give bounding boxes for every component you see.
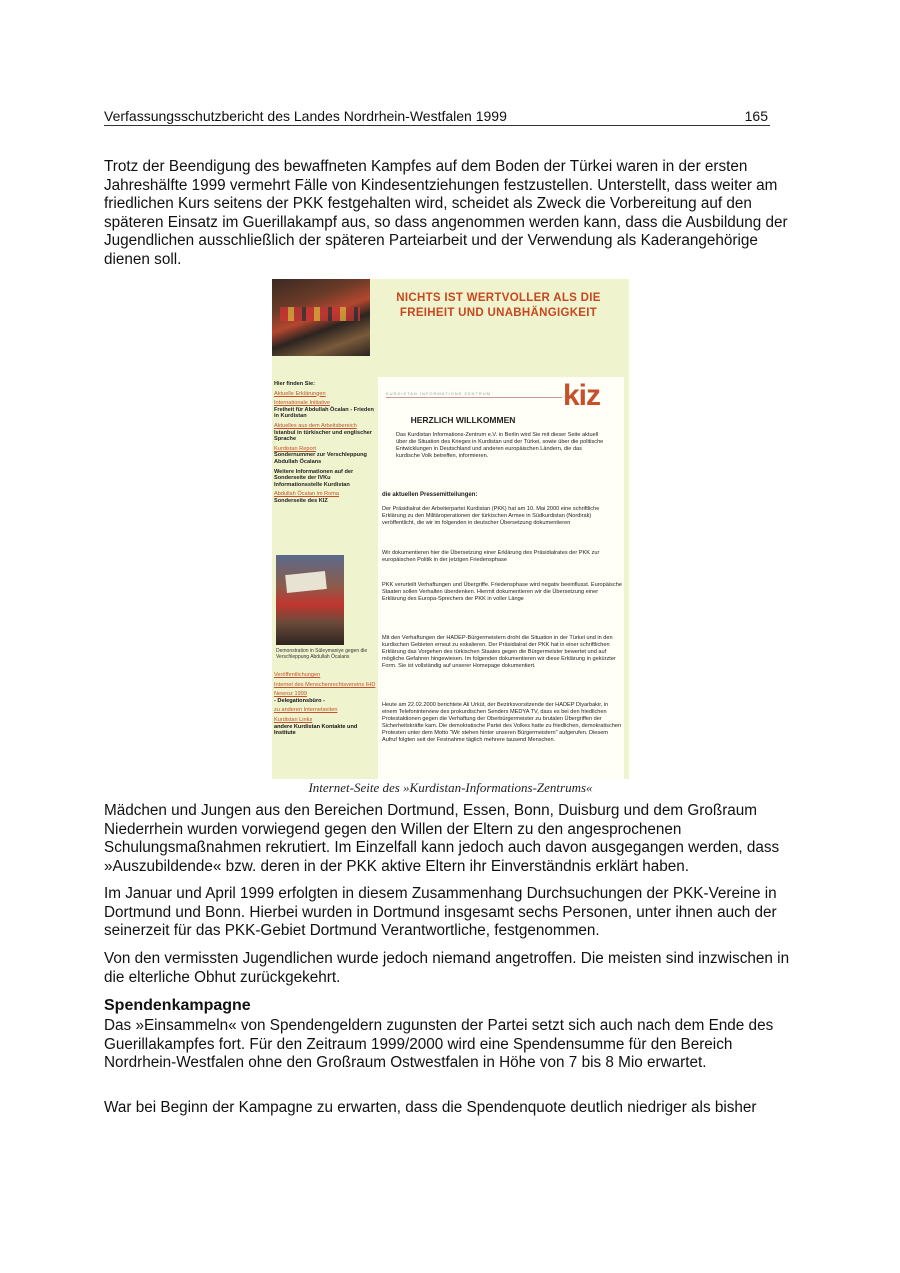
sidebar-navigation-lower bbox=[274, 669, 376, 737]
press-release: PKK verurteilt Verhaftungen und Übergriffe. Friedensphase wird negativ beeinflusst. Europäische Staaten sollen Verhalten überdenken. Hiermit dokumentieren wir die Übersetzung einer Erklärung des Europa-Sprechers der PKK in voller Länge bbox=[382, 582, 622, 602]
paragraph-1: Trotz der Beendigung des bewaffneten Kampfes auf dem Boden der Türkei waren in der ersten Jahreshälfte 1999 vermehrt Fälle von Kindesentziehungen festzustellen. Unterstellt, dass weiter am friedlichen Kurs seitens der PKK festgehalten wird, scheidet als Zweck die Vorbereitung auf den späteren Einsatz im Guerillakampf aus, so dass angenommen werden kann, dass die Ausbildung der Jugendlichen ausschließlich der späteren Parteiarbeit und der Verwendung als Kaderangehörige dienen soll. bbox=[104, 158, 788, 268]
sidebar-heading: Hier finden Sie: bbox=[274, 381, 316, 387]
kiz-logo: kiz bbox=[563, 379, 601, 412]
sidebar-navigation bbox=[274, 381, 376, 505]
section-heading: Spendenkampagne bbox=[104, 997, 251, 1014]
paragraph-6: War bei Beginn der Kampagne zu erwarten, dass die Spendenquote deutlich niedriger als bisher bbox=[104, 1099, 757, 1116]
sidebar-link: Kurdistan Report bbox=[274, 445, 316, 452]
sidebar-subtext: Istanbul in türkischer und englischer Sprache bbox=[274, 429, 372, 443]
banner-title: NICHTS IST WERTVOLLER ALS DIE FREIHEIT UND UNABHÄNGIGKEIT bbox=[396, 292, 601, 319]
sidebar-link: Kurdistan Links bbox=[274, 716, 313, 723]
website-screenshot-figure bbox=[272, 279, 629, 779]
sidebar-subtext: Sondernummer zur Verschleppung Abdullah Öcalans bbox=[274, 452, 367, 465]
website-main-column bbox=[378, 377, 624, 779]
intro-text: Das Kurdistan Informations-Zentrum e.V. in Berlin wird Sie mit dieser Seite aktuell über die Situation des Krieges in Kurdistan und der Türkei, sowie über die politische Entwicklungen in Deutschland und anderen europäischen Ländern, die das kurdische Volk betreffen, informieren. bbox=[396, 432, 604, 459]
figure-caption: Internet-Seite des »Kurdistan-Informations-Zentrums« bbox=[308, 780, 593, 795]
document-title: Verfassungsschutzbericht des Landes Nordrhein-Westfalen 1999 bbox=[104, 108, 507, 124]
paragraph-4: Von den vermissten Jugendlichen wurde jedoch niemand angetroffen. Die meisten sind inzwischen in die elterliche Obhut zurückgekehrt. bbox=[104, 950, 790, 986]
sidebar-link: Newroz 1999 bbox=[274, 691, 307, 698]
demonstration-photo bbox=[276, 555, 344, 645]
sidebar-link: Aktuelle Erklärungen bbox=[274, 390, 326, 397]
sidebar-link: Internationale Initiative bbox=[274, 400, 330, 407]
crowd-photo bbox=[272, 279, 370, 356]
sidebar-subtext: Sonderseite des KIZ bbox=[274, 497, 328, 504]
press-release: Der Präsidialrat der Arbeiterpartei Kurdistan (PKK) hat am 10. Mai 2000 eine schriftliche Erklärung zu den Militäroperationen der türkischen Armee in Südkurdistan (Nordirak) veröffentlicht, die wir im folgenden in deutscher Übersetzung dokumentieren bbox=[382, 506, 600, 526]
sidebar-link: Veröffentlichungen bbox=[274, 672, 321, 678]
sidebar-link: Aktuelles aus dem Arbeitsbereich bbox=[274, 422, 357, 429]
press-release: Wir dokumentieren hier die Übersetzung einer Erklärung des Präsidialrates der PKK zur europäischen Politik in der jetzigen Friedensphase bbox=[382, 550, 600, 563]
press-release: Heute am 22.02.2000 berichtete Ali Urküt, der Bezirksvorsitzende der HADEP Diyarbakir, in einem Telefoninterview des prokurdischen Senders MEDYA TV, dass es bei den friedlichen Protestaktionen gegen die Verhaftung der Oberbürgermeister zu brutalen Übergriffen der Sicherheitskräfte kam. Die demokratische Partei des Volkes hatte zu friedlichen, demokratischen Protesten unter dem Motto "Wir stehen hinter unseren Bürgermeistern" aufgerufen. Diesem Aufruf folgten seit der Festnahme täglich mehrere tausend Menschen. bbox=[382, 702, 622, 743]
sidebar-link: zu anderen Internetseiten bbox=[274, 707, 338, 714]
press-releases-heading: die aktuellen Pressemitteilungen: bbox=[382, 492, 478, 498]
press-release: Mit den Verhaftungen der HADEP-Bürgermeistern droht die Situation in der Türkei und in den kurdischen Gebieten erneut zu eskalieren. Der Präsidialrat der PKK hat in einer schriftlichen Erklärung das Vorgehen des türkischen Staates gegen die Bürgermeister bewertet und auf mögliche Gefahren hingewiesen. Im folgenden dokumentieren wir diese Erklärung in gekürzter Form. Sie ist vollständig auf unserer Homepage dokumentiert. bbox=[382, 635, 616, 669]
sidebar-subtext: - Delegationsbüro - bbox=[274, 697, 325, 704]
page-number: 165 bbox=[744, 108, 768, 124]
sidebar-link: Internet des Menschenrechtsvereins IHD bbox=[274, 681, 376, 688]
paragraph-2: Mädchen und Jungen aus den Bereichen Dortmund, Essen, Bonn, Duisburg und dem Großraum Niederrhein wurden vorwiegend gegen den Willen der Eltern zu den angesprochenen Schulungsmaßnahmen rekrutiert. Im Einzelfall kann jedoch auch davon ausgegangen werden, dass »Auszubildende« bzw. deren in der PKK aktive Eltern ihr Einverständnis erklärt haben. bbox=[104, 802, 780, 875]
sidebar-subtext: Freiheit für Abdullah Öcalan - Frieden in Kurdistan bbox=[274, 406, 374, 420]
running-header bbox=[104, 107, 770, 126]
sidebar-subtext: andere Kurdistan Kontakte und Institute bbox=[274, 723, 358, 737]
paragraph-3: Im Januar und April 1999 erfolgten in diesem Zusammenhang Durchsuchungen der PKK-Vereine in Dortmund und Bonn. Hierbei wurden in Dortmund insgesamt sechs Personen, unter ihnen auch der seinerzeit für das PKK-Gebiet Dortmund Verantwortliche, festgenommen. bbox=[104, 885, 777, 939]
paragraph-5: Das »Einsammeln« von Spendengeldern zugunsten der Partei setzt sich auch nach dem Ende des Guerillakampfes fort. Für den Zeitraum 1999/2000 wird eine Spendensumme für den Bereich Nordrhein-Westfalen ohne den Großraum Ostwestfalen in Höhe von 7 bis 8 Mio erwartet. bbox=[104, 1017, 774, 1071]
sidebar-link: Abdullah Öcalan im Roma bbox=[274, 491, 339, 498]
photo-caption: Demonstration in Süleymaniye gegen die Verschleppung Abdullah Öcalans bbox=[276, 648, 368, 660]
logo-strip: KURDISTAN INFORMATIONS ZENTRUM bbox=[386, 391, 562, 398]
sidebar-subtext: Weitere Informationen auf der Sonderseite der IVKu Informationsstelle Kurdistan bbox=[274, 468, 354, 488]
welcome-heading: HERZLICH WILLKOMMEN bbox=[410, 415, 516, 425]
